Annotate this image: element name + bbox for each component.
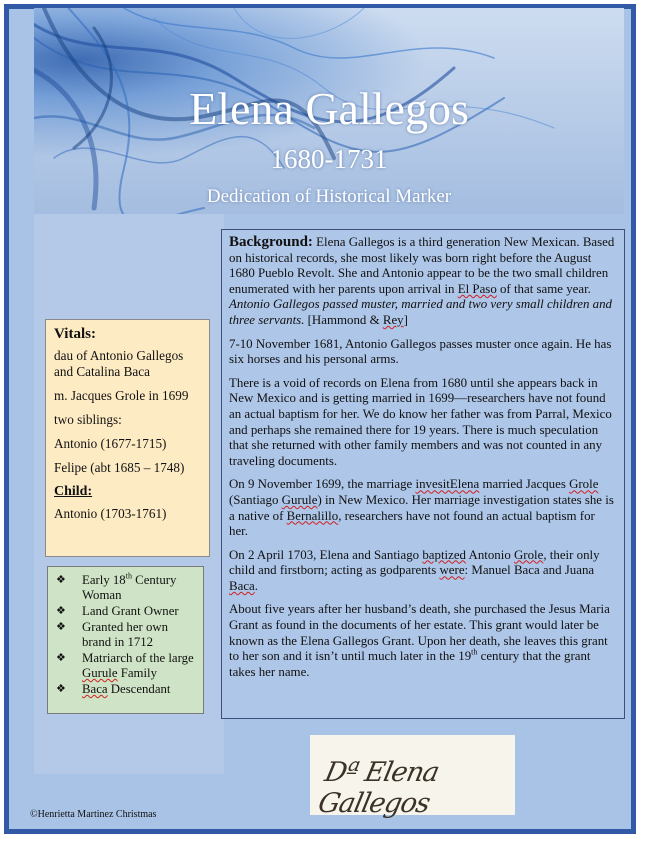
- list-item: ❖ Granted her own brand in 1712: [56, 620, 168, 649]
- paragraph-void: There is a void of records on Elena from 1680 until she appears back in New Mexico and is getting married in 1699—researchers have not found an actual baptism for her. We do know her father was from Parral, Mexico and perhaps she remained there for 19 years. There is much speculation that she returned with other family members and was not counted in any traveling documents.: [229, 375, 612, 468]
- header-banner: [34, 8, 624, 214]
- background-label: Background:: [229, 234, 313, 250]
- paragraph-baptism: On 2 April 1703, Elena and Santiago baptized Antonio Grole, their only child and firstborn; acting as godparents were: Manuel Baca and Juana Baca.: [229, 547, 600, 593]
- paragraph-background: Background: Elena Gallegos is a third generation New Mexican. Based on historical records, she most likely was born right before the August 1680 Pueblo Revolt. She and Antonio appear to be the two small children enumerated with her parents upon arrival in El Paso of that same year. Antonio Gallegos passed muster, married and two very small children and three servants. [Hammond & Rey]: [229, 234, 615, 327]
- background-text-box: [221, 229, 625, 719]
- paragraph-marriage: On 9 November 1699, the marriage invesitElena married Jacques Grole (Santiago Gurule) in New Mexico. Her marriage investigation states she is a native of Bernalillo, researchers have not found an actual baptism for her.: [229, 477, 614, 539]
- list-item: ❖ Land Grant Owner: [56, 604, 179, 618]
- signature-handwriting: Dª Elena Gallegos: [315, 757, 442, 819]
- vitals-box: [45, 319, 210, 557]
- vitals-siblings-label: two siblings:: [54, 412, 122, 427]
- vitals-marriage: m. Jacques Grole in 1699: [54, 388, 189, 403]
- list-item: ❖ Matriarch of the large Gurule Family: [56, 651, 194, 680]
- facts-box: [47, 566, 204, 714]
- vitals-heading: Vitals:: [54, 326, 96, 342]
- life-years: 1680-1731: [270, 144, 388, 174]
- paragraph-grant: About five years after her husband’s death, she purchased the Jesus Maria Grant as found in the documents of her estate. This grant would later be known as the Elena Gallegos Grant. Upon her death, she leaves this grant to her son and it isn’t until much later in the 19th century that the grant takes her name.: [229, 602, 610, 679]
- page-title: Elena Gallegos: [189, 83, 469, 134]
- signature-image: [310, 735, 515, 819]
- diamond-bullet-icon: ❖: [56, 652, 66, 664]
- page-subtitle: Dedication of Historical Marker: [206, 186, 452, 207]
- diamond-bullet-icon: ❖: [56, 683, 66, 695]
- copyright-footer: ©Henrietta Martinez Christmas: [30, 809, 157, 820]
- facts-list: [56, 573, 199, 697]
- list-item: ❖ Baca Descendant: [56, 682, 171, 696]
- vitals-sibling: Felipe (abt 1685 – 1748): [54, 460, 185, 475]
- diamond-bullet-icon: ❖: [56, 574, 66, 586]
- diamond-bullet-icon: ❖: [56, 605, 66, 617]
- vitals-child-heading: Child:: [54, 484, 93, 499]
- diamond-bullet-icon: ❖: [56, 621, 66, 633]
- list-item: ❖ Early 18th Century Woman: [56, 571, 177, 602]
- vitals-sibling: Antonio (1677-1715): [54, 436, 167, 451]
- vitals-child: Antonio (1703-1761): [54, 506, 167, 521]
- paragraph-muster: 7-10 November 1681, Antonio Gallegos passes muster once again. He has six horses and his personal arms.: [229, 336, 612, 367]
- vitals-parents: dau of Antonio Gallegos and Catalina Baca: [54, 348, 184, 379]
